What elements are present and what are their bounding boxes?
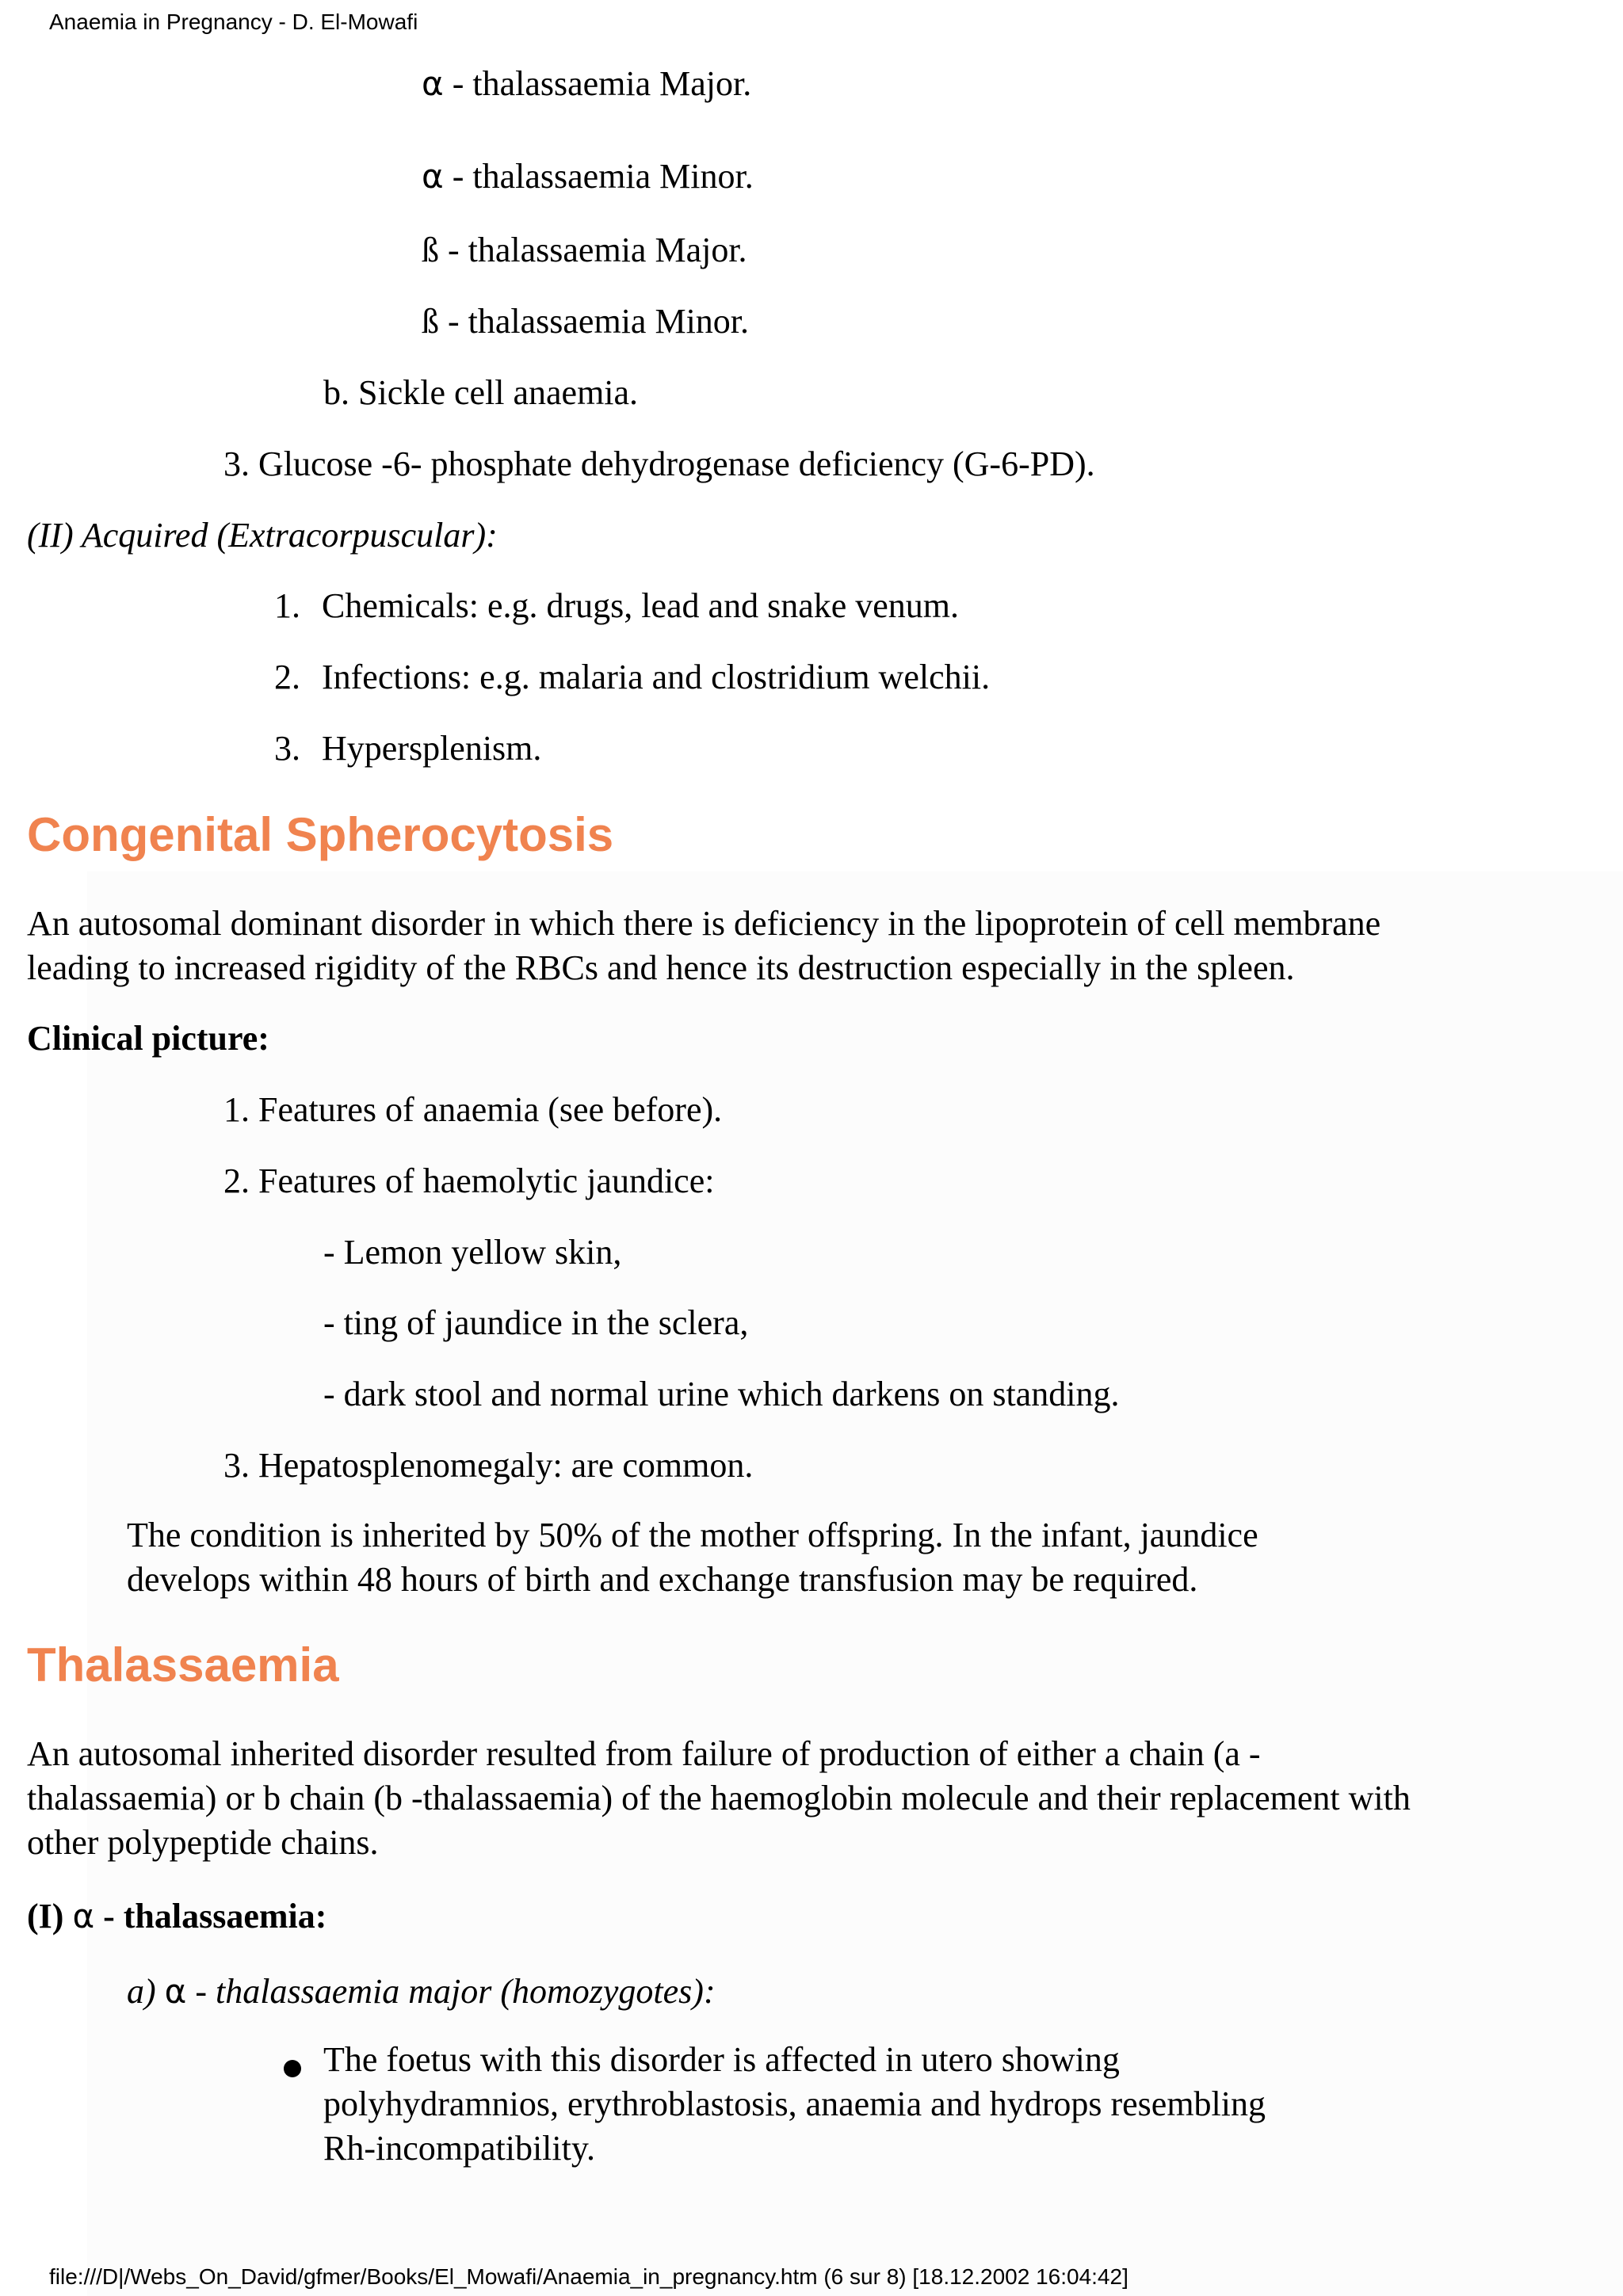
alpha-major-subheading — [127, 1974, 716, 2009]
acquired-item — [274, 731, 541, 766]
spherocytosis-intro — [27, 902, 1381, 990]
clinical-item: 3. Hepatosplenomegaly: are common. — [223, 1446, 754, 1485]
g6pd-item: 3. Glucose -6- phosphate dehydrogenase deficiency (G-6-PD). — [223, 444, 1095, 483]
paragraph-line: The foetus with this disorder is affected in utero showing — [323, 2040, 1120, 2079]
paragraph-line: leading to increased rigidity of the RBCs and hence its destruction especially in the spleen. — [27, 948, 1295, 987]
thal-item-beta-minor — [422, 304, 749, 339]
list-text: Infections: e.g. malaria and clostridium welchii. — [322, 658, 991, 696]
thal-item-text: - thalassaemia Minor. — [448, 302, 750, 341]
paragraph-line: The condition is inherited by 50% of the mother offspring. In the infant, jaundice — [127, 1516, 1258, 1554]
alpha-symbol: α — [422, 157, 444, 196]
list-number: 2. — [274, 658, 300, 696]
list-text: Hypersplenism. — [322, 729, 542, 768]
alpha-symbol: α — [72, 1897, 95, 1936]
jaundice-item: - dark stool and normal urine which darkens on standing. — [323, 1375, 1120, 1413]
clinical-item: 2. Features of haemolytic jaundice: — [223, 1161, 715, 1200]
bullet-icon — [284, 2060, 301, 2077]
section-heading-thalassaemia: Thalassaemia — [27, 1638, 339, 1691]
subheading-suffix: - thalassaemia major (homozygotes): — [195, 1972, 716, 2011]
paragraph-line: polyhydramnios, erythroblastosis, anaemia and hydrops resembling — [323, 2084, 1266, 2123]
acquired-title: (II) Acquired (Extracorpuscular): — [27, 516, 498, 555]
list-number: 3. — [274, 729, 300, 768]
label-suffix: - thalassaemia: — [103, 1897, 327, 1936]
paragraph-line: thalassaemia) or b chain (b -thalassaemia) of the haemoglobin molecule and their replacement with — [27, 1779, 1411, 1817]
section-heading-spherocytosis: Congenital Spherocytosis — [27, 808, 614, 861]
bullet-item — [323, 2038, 1266, 2171]
alpha-symbol: α — [164, 1972, 187, 2011]
clinical-item: 1. Features of anaemia (see before). — [223, 1090, 723, 1129]
paragraph-line: An autosomal dominant disorder in which there is deficiency in the lipoprotein of cell membrane — [27, 904, 1381, 943]
thal-item-text: - thalassaemia Major. — [448, 231, 747, 269]
acquired-item — [274, 586, 960, 625]
beta-symbol: ß — [422, 302, 439, 341]
paragraph-line: Rh-incompatibility. — [323, 2129, 595, 2168]
list-text: Chemicals: e.g. drugs, lead and snake venum. — [322, 586, 960, 625]
paragraph-line: develops within 48 hours of birth and exchange transfusion may be required. — [127, 1560, 1198, 1599]
alpha-thalassaemia-label — [27, 1899, 327, 1934]
jaundice-item: - Lemon yellow skin, — [323, 1233, 622, 1272]
print-footer-path: file:///D|/Webs_On_David/gfmer/Books/El_Mowafi/Anaemia_in_pregnancy.htm (6 sur 8) [18.12.2002 16:04:42] — [49, 2264, 1128, 2289]
thal-item-text: - thalassaemia Minor. — [452, 157, 754, 196]
clinical-picture-label: Clinical picture: — [27, 1019, 269, 1058]
paragraph-line: An autosomal inherited disorder resulted from failure of production of either a chain (a - — [27, 1734, 1261, 1773]
thal-item-text: - thalassaemia Major. — [452, 64, 752, 103]
thalassaemia-intro — [27, 1732, 1411, 1865]
sickle-cell-item: b. Sickle cell anaemia. — [323, 373, 639, 412]
list-number: 1. — [274, 586, 300, 625]
inheritance-paragraph — [127, 1513, 1258, 1602]
subheading-prefix: a) — [127, 1972, 156, 2011]
beta-symbol: ß — [422, 231, 439, 269]
acquired-item — [274, 660, 990, 695]
thal-item-beta-major — [422, 233, 747, 268]
paragraph-line: other polypeptide chains. — [27, 1823, 379, 1862]
alpha-symbol: α — [422, 64, 444, 103]
jaundice-item: - ting of jaundice in the sclera, — [323, 1303, 749, 1342]
print-header-title: Anaemia in Pregnancy - D. El-Mowafi — [49, 10, 418, 34]
label-prefix: (I) — [27, 1897, 64, 1936]
thal-item-alpha-minor — [422, 159, 754, 194]
thal-item-alpha-major — [422, 64, 752, 103]
